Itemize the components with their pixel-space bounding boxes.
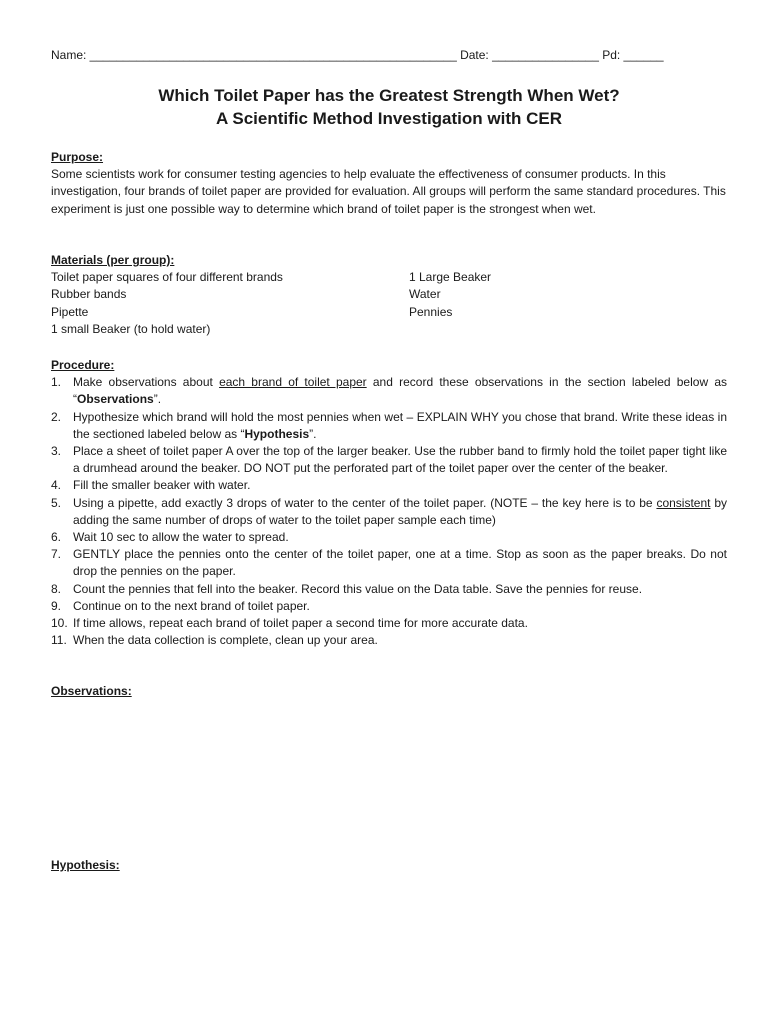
procedure-step — [51, 529, 727, 546]
step-text-part: Make observations about — [73, 375, 220, 390]
step-text-part: by adding the same number of drops of water to the toilet paper sample each time) — [73, 495, 727, 527]
step-number: 7. — [51, 547, 62, 562]
step-text — [73, 495, 727, 529]
step-text-part: ”. — [309, 426, 317, 441]
step-text-part: ”. — [153, 392, 162, 407]
step-text-bold: Observations — [77, 392, 154, 407]
purpose-section — [51, 149, 727, 218]
worksheet-title — [51, 84, 727, 130]
step-number: 9. — [51, 598, 62, 613]
step-number: 6. — [51, 530, 62, 545]
step-number: 5. — [51, 495, 62, 510]
step-text: Continue on to the next brand of toilet paper. — [73, 598, 310, 613]
hypothesis-section — [51, 857, 727, 874]
step-text-part: Hypothesize which brand will hold the most pennies when wet – EXPLAIN WHY you chose that brand. Write these ideas in the sectioned labeled below as “ — [73, 409, 727, 441]
material-item: Toilet paper squares of four different brands — [51, 270, 283, 285]
procedure-heading: Procedure: — [51, 358, 115, 372]
procedure-section — [51, 357, 727, 649]
observations-heading: Observations: — [51, 684, 132, 698]
step-text-part: Using a pipette, add exactly 3 drops of water to the center of the toilet paper. (NOTE – the key here is to be — [73, 495, 657, 510]
material-item: Pipette — [51, 304, 89, 319]
material-item: Rubber bands — [51, 287, 127, 302]
step-text: If time allows, repeat each brand of toilet paper a second time for more accurate data. — [73, 616, 528, 631]
step-text: Wait 10 sec to allow the water to spread. — [73, 530, 289, 545]
procedure-step — [51, 615, 727, 632]
step-text-underlined: each brand of toilet paper — [219, 375, 367, 390]
title-line-2: A Scientific Method Investigation with CER — [215, 109, 562, 128]
materials-heading: Materials (per group): — [51, 253, 175, 267]
materials-section — [51, 252, 727, 338]
step-text — [73, 409, 727, 443]
procedure-step — [51, 581, 727, 598]
procedure-step — [51, 409, 727, 443]
step-number: 11. — [51, 633, 67, 648]
step-number: 2. — [51, 409, 62, 424]
step-number: 3. — [51, 444, 62, 459]
step-number: 10. — [51, 616, 68, 631]
step-text-bold: Hypothesis — [244, 426, 310, 441]
step-number: 1. — [51, 375, 62, 390]
purpose-text: Some scientists work for consumer testing agencies to help evaluate the effectiveness of consumer products. In this investigation, four brands of toilet paper are provided for evaluation. All groups will perform the same standard procedures. This experiment is just one possible way to determine which brand of toilet paper is the strongest when wet. — [51, 167, 726, 216]
step-text-underlined: consistent — [656, 495, 711, 510]
name-date-period-line: Name: _______________________________________________________ Date: ________________ Pd: ______ — [51, 48, 664, 62]
purpose-heading: Purpose: — [51, 150, 104, 164]
step-number: 8. — [51, 581, 62, 596]
materials-column-right — [409, 269, 727, 338]
material-item: 1 Large Beaker — [409, 270, 492, 285]
materials-list — [51, 269, 727, 338]
step-text — [73, 374, 727, 408]
procedure-steps — [51, 374, 727, 649]
step-text-part: and record these observations in the section labeled below as “ — [73, 375, 727, 407]
step-text: Place a sheet of toilet paper A over the top of the larger beaker. Use the rubber band to firmly hold the toilet paper tight like a drumhead around the beaker. DO NOT put the perforated part of the toilet paper over the center of the beaker. — [73, 444, 727, 476]
procedure-step — [51, 374, 727, 408]
step-text: When the data collection is complete, clean up your area. — [73, 633, 378, 648]
material-item: Water — [409, 287, 441, 302]
procedure-step — [51, 443, 727, 477]
step-number: 4. — [51, 478, 62, 493]
materials-column-left — [51, 269, 409, 338]
procedure-step — [51, 546, 727, 580]
step-text: Fill the smaller beaker with water. — [73, 478, 251, 493]
material-item: 1 small Beaker (to hold water) — [51, 321, 211, 336]
step-text: Count the pennies that fell into the beaker. Record this value on the Data table. Save the pennies for reuse. — [73, 581, 643, 596]
procedure-step — [51, 477, 727, 494]
hypothesis-heading: Hypothesis: — [51, 858, 120, 872]
observations-section — [51, 683, 727, 700]
title-line-1: Which Toilet Paper has the Greatest Strength When Wet? — [158, 86, 620, 105]
material-item: Pennies — [409, 304, 453, 319]
procedure-step — [51, 632, 727, 649]
procedure-step — [51, 495, 727, 529]
procedure-step — [51, 598, 727, 615]
step-text: GENTLY place the pennies onto the center of the toilet paper, one at a time. Stop as soon as the paper breaks. Do not drop the pennies on the paper. — [73, 547, 727, 579]
